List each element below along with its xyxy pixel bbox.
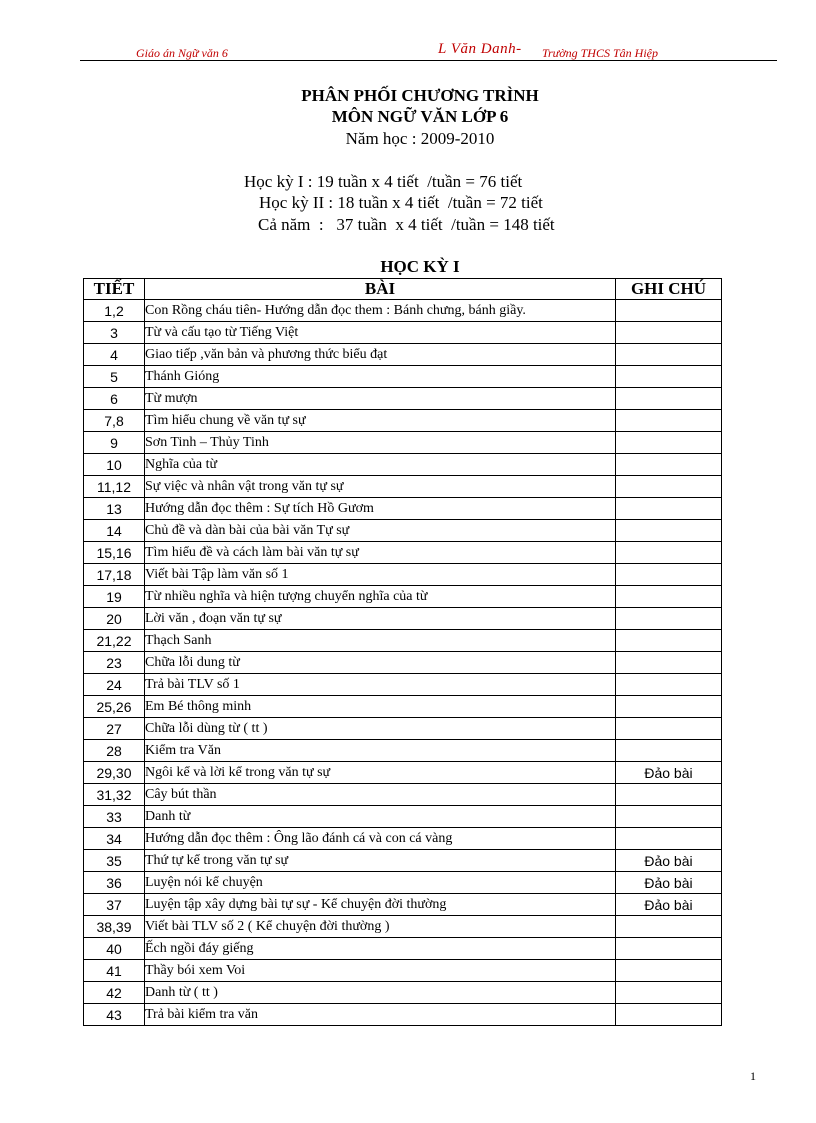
table-row: [84, 564, 722, 586]
table-row: [84, 432, 722, 454]
lesson-period: 10: [84, 454, 145, 476]
table-row: [84, 828, 722, 850]
table-row: [84, 674, 722, 696]
lesson-title: Trả bài kiểm tra văn: [145, 1004, 616, 1026]
lesson-title: Danh từ ( tt ): [145, 982, 616, 1004]
column-header-ghichu: GHI CHÚ: [616, 279, 722, 300]
lesson-note: Đảo bài: [616, 850, 722, 872]
lesson-note: [616, 674, 722, 696]
lesson-period: 15,16: [84, 542, 145, 564]
lesson-title: Ếch ngồi đáy giếng: [145, 938, 616, 960]
table-row: [84, 960, 722, 982]
lesson-period: 5: [84, 366, 145, 388]
lesson-note: [616, 960, 722, 982]
column-header-bai: BÀI: [145, 279, 616, 300]
lesson-period: 34: [84, 828, 145, 850]
lesson-title: Thạch Sanh: [145, 630, 616, 652]
lesson-note: [616, 542, 722, 564]
lesson-period: 17,18: [84, 564, 145, 586]
lesson-title: Viết bài TLV số 2 ( Kể chuyện đời thường ): [145, 916, 616, 938]
table-row: [84, 696, 722, 718]
lesson-note: Đảo bài: [616, 872, 722, 894]
table-row: [84, 872, 722, 894]
lesson-note: [616, 322, 722, 344]
lesson-note: [616, 630, 722, 652]
lesson-title: Ngôi kể và lời kể trong văn tự sự: [145, 762, 616, 784]
table-row: [84, 454, 722, 476]
lesson-title: Con Rồng cháu tiên- Hướng dẫn đọc them : Bánh chưng, bánh giầy.: [145, 300, 616, 322]
lesson-period: 3: [84, 322, 145, 344]
lesson-title: Sơn Tinh – Thủy Tinh: [145, 432, 616, 454]
lesson-period: 41: [84, 960, 145, 982]
lesson-title: Chữa lỗi dung từ: [145, 652, 616, 674]
lesson-title: Luyện nói kể chuyện: [145, 872, 616, 894]
table-row: [84, 982, 722, 1004]
table-row: [84, 630, 722, 652]
lesson-title: Sự việc và nhân vật trong văn tự sự: [145, 476, 616, 498]
table-row: [84, 806, 722, 828]
lesson-period: 7,8: [84, 410, 145, 432]
lesson-title: Hướng dẫn đọc thêm : Sự tích Hồ Gươm: [145, 498, 616, 520]
table-row: [84, 608, 722, 630]
table-row: [84, 1004, 722, 1026]
lesson-title: Hướng dẫn đọc thêm : Ông lão đánh cá và con cá vàng: [145, 828, 616, 850]
lesson-note: [616, 476, 722, 498]
lesson-note: [616, 828, 722, 850]
lesson-title: Tìm hiểu đề và cách làm bài văn tự sự: [145, 542, 616, 564]
lesson-period: 23: [84, 652, 145, 674]
document-subtitle: MÔN NGỮ VĂN LỚP 6: [331, 107, 509, 126]
table-row: [84, 410, 722, 432]
lesson-period: 1,2: [84, 300, 145, 322]
lesson-note: Đảo bài: [616, 762, 722, 784]
lesson-period: 35: [84, 850, 145, 872]
table-row: [84, 542, 722, 564]
table-header-row: [84, 279, 722, 300]
table-row: [84, 300, 722, 322]
lesson-period: 9: [84, 432, 145, 454]
lesson-period: 27: [84, 718, 145, 740]
schedule-semester-1: Học kỳ I : 19 tuần x 4 tiết /tuần = 76 tiết: [244, 172, 523, 191]
lesson-note: [616, 608, 722, 630]
schedule-semester-2: Học kỳ II : 18 tuần x 4 tiết /tuần = 72 tiết: [259, 193, 543, 212]
schedule-full-year: Cả năm : 37 tuần x 4 tiết /tuần = 148 tiết: [258, 215, 555, 234]
running-header: [80, 40, 777, 61]
table-row: [84, 762, 722, 784]
lesson-title: Cây bút thần: [145, 784, 616, 806]
table-row: [84, 916, 722, 938]
lesson-title: Từ và cấu tạo từ Tiếng Việt: [145, 322, 616, 344]
lesson-note: [616, 652, 722, 674]
lesson-note: [616, 982, 722, 1004]
table-row: [84, 520, 722, 542]
table-row: [84, 740, 722, 762]
header-subject: Giáo án Ngữ văn 6: [136, 46, 228, 60]
lesson-period: 36: [84, 872, 145, 894]
table-row: [84, 366, 722, 388]
lesson-title: Viết bài Tập làm văn số 1: [145, 564, 616, 586]
table-row: [84, 718, 722, 740]
lesson-title: Chủ đề và dàn bài của bài văn Tự sự: [145, 520, 616, 542]
lesson-period: 42: [84, 982, 145, 1004]
lesson-period: 14: [84, 520, 145, 542]
lesson-title: Nghĩa của từ: [145, 454, 616, 476]
lesson-title: Kiểm tra Văn: [145, 740, 616, 762]
lesson-period: 29,30: [84, 762, 145, 784]
lesson-period: 20: [84, 608, 145, 630]
table-row: [84, 322, 722, 344]
table-row: [84, 894, 722, 916]
lesson-title: Từ mượn: [145, 388, 616, 410]
lesson-note: [616, 454, 722, 476]
lesson-note: [616, 344, 722, 366]
lesson-period: 6: [84, 388, 145, 410]
lesson-note: [616, 432, 722, 454]
table-body: [84, 300, 722, 1026]
school-year: Năm học : 2009-2010: [345, 129, 495, 148]
lesson-note: [616, 696, 722, 718]
lesson-period: 24: [84, 674, 145, 696]
lesson-note: [616, 586, 722, 608]
lesson-title: Thứ tự kể trong văn tự sự: [145, 850, 616, 872]
lesson-title: Chữa lỗi dùng từ ( tt ): [145, 718, 616, 740]
table-row: [84, 652, 722, 674]
lesson-note: [616, 300, 722, 322]
semester-heading: HỌC KỲ I: [380, 257, 460, 276]
lesson-period: 19: [84, 586, 145, 608]
table-row: [84, 850, 722, 872]
table-row: [84, 784, 722, 806]
lesson-title: Luyện tập xây dựng bài tự sự - Kể chuyện đời thường: [145, 894, 616, 916]
lesson-period: 40: [84, 938, 145, 960]
lesson-note: [616, 1004, 722, 1026]
table-row: [84, 938, 722, 960]
table-row: [84, 476, 722, 498]
column-header-tiet: TIẾT: [84, 279, 145, 300]
lesson-period: 33: [84, 806, 145, 828]
lesson-note: [616, 388, 722, 410]
document-title: PHÂN PHỐI CHƯƠNG TRÌNH: [301, 86, 539, 105]
lesson-title: Từ nhiều nghĩa và hiện tượng chuyển nghĩa của từ: [145, 586, 616, 608]
lesson-period: 11,12: [84, 476, 145, 498]
lesson-note: [616, 784, 722, 806]
curriculum-table: [83, 278, 722, 1026]
lesson-title: Thánh Gióng: [145, 366, 616, 388]
lesson-period: 28: [84, 740, 145, 762]
page-number: 1: [750, 1069, 756, 1083]
lesson-note: [616, 366, 722, 388]
lesson-note: [616, 410, 722, 432]
lesson-title: Giao tiếp ,văn bản và phương thức biểu đạt: [145, 344, 616, 366]
lesson-title: Lời văn , đoạn văn tự sự: [145, 608, 616, 630]
header-school: Trường THCS Tân Hiệp: [542, 46, 658, 60]
lesson-note: Đảo bài: [616, 894, 722, 916]
lesson-period: 13: [84, 498, 145, 520]
lesson-note: [616, 938, 722, 960]
lesson-note: [616, 806, 722, 828]
lesson-note: [616, 498, 722, 520]
lesson-title: Tìm hiểu chung về văn tự sự: [145, 410, 616, 432]
table-row: [84, 388, 722, 410]
lesson-note: [616, 520, 722, 542]
lesson-period: 4: [84, 344, 145, 366]
lesson-period: 43: [84, 1004, 145, 1026]
lesson-period: 38,39: [84, 916, 145, 938]
table-row: [84, 586, 722, 608]
lesson-period: 31,32: [84, 784, 145, 806]
lesson-note: [616, 916, 722, 938]
table-row: [84, 498, 722, 520]
lesson-period: 21,22: [84, 630, 145, 652]
table-row: [84, 344, 722, 366]
lesson-period: 37: [84, 894, 145, 916]
lesson-title: Em Bé thông minh: [145, 696, 616, 718]
lesson-title: Trả bài TLV số 1: [145, 674, 616, 696]
lesson-title: Danh từ: [145, 806, 616, 828]
lesson-period: 25,26: [84, 696, 145, 718]
lesson-note: [616, 740, 722, 762]
lesson-note: [616, 718, 722, 740]
lesson-note: [616, 564, 722, 586]
header-author: L Văn Danh-: [438, 41, 522, 57]
lesson-title: Thầy bói xem Voi: [145, 960, 616, 982]
